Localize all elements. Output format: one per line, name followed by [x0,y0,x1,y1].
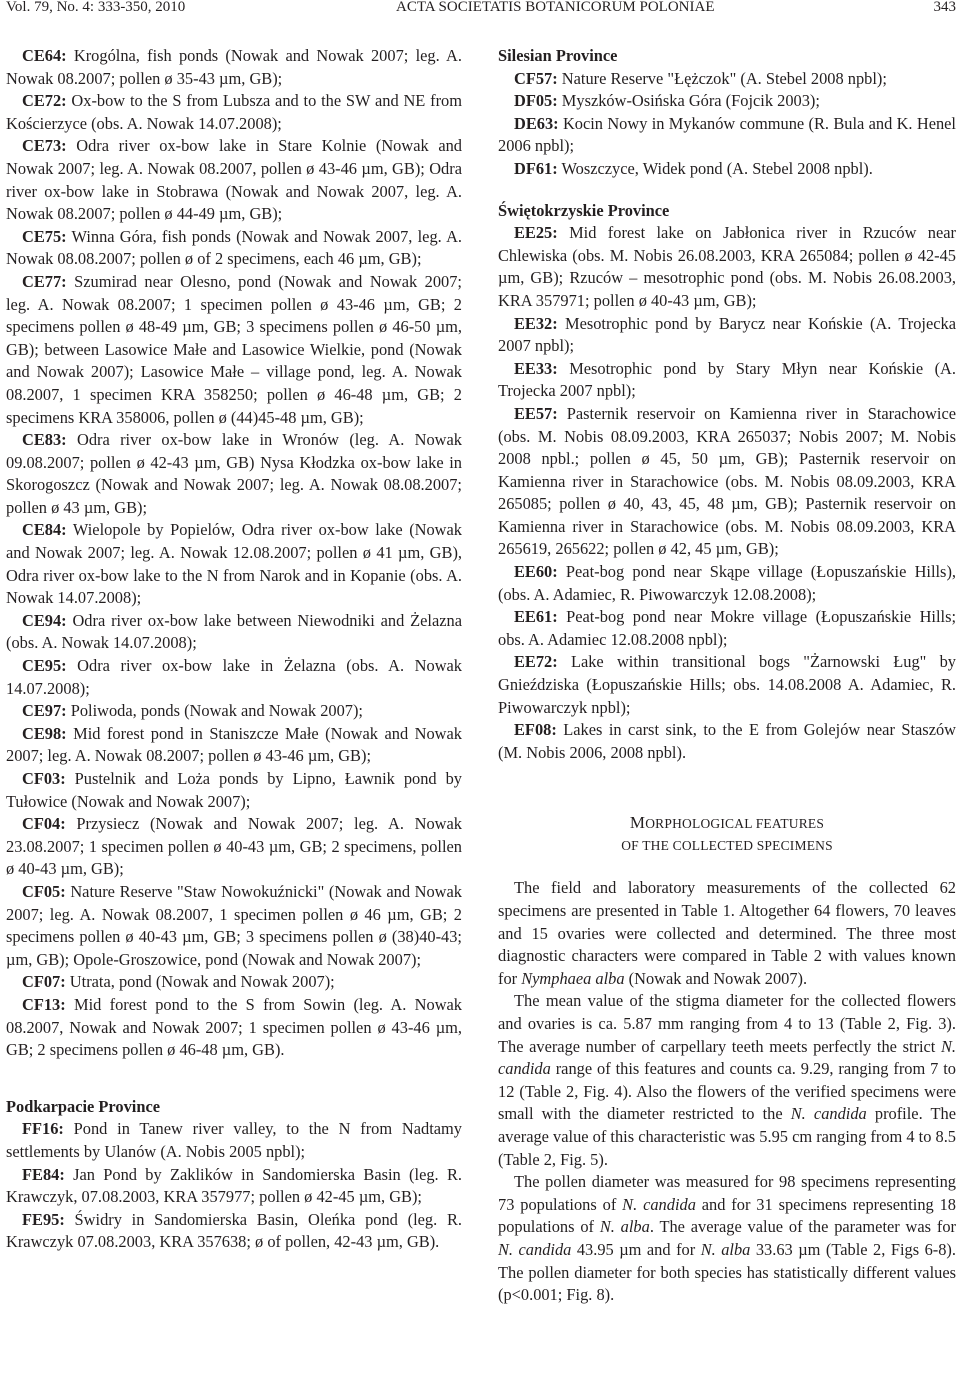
locality-entry [6,1118,462,1163]
grid-square-code: CF13: [22,994,66,1014]
locality-text: Mesotrophic pond by Stary Młyn near Końskie (A. Trojecka 2007 npbl); [498,358,956,401]
silesian-entry-list [498,68,956,181]
locality-text: Pasternik reservoir on Kamienna river in Starachowice (obs. M. Nobis 08.09.2003, KRA 265037; Nobis 2007; M. Nobis 2008 npbl.; pollen ø 45, 50 µm, GB); Pasternik reservoir on Kamienna river in Starachowice (obs. M. Nobis 08.09.2003, KRA 265085; pollen ø 40, 43, 45, 48 µm, GB); Pasternik reservoir on Kamienna river in Starachowice (obs. M. Nobis 08.09.2003, KRA 265619, 265622; pollen ø 42, 45 µm, GB); [498,403,956,559]
section-heading: MORPHOLOGICAL FEATURES [629,813,825,833]
grid-square-code: EE61: [514,607,558,627]
locality-text: Peat-bog pond near Skąpe village (Łopuszańskie Hills), (obs. A. Adamiec, R. Piwowarczyk 12.08.2008); [498,562,956,604]
grid-square-code: FE95: [22,1209,65,1229]
province-title-swietokrzyskie: Świętokrzyskie Province [498,200,670,220]
swietokrzyskie-entry-list [498,222,956,764]
locality-entry [6,226,462,271]
locality-text: Wielopole by Popielów, Odra river ox-bow lake (Nowak and Nowak 2007; leg. A. Nowak 12.08.2007; pollen ø 41 µm, GB), Odra river ox-bow lake to the N from Narok and in Kopanie (obs. A. Nowak 14.07.2008); [6,520,462,608]
locality-entry [498,719,956,764]
province-title-silesian: Silesian Province [498,46,618,65]
locality-text: Odra river ox-bow lake in Wronów (leg. A. Nowak 09.08.2007; pollen ø 42-43 µm, GB) Nysa Kłodzka ox-bow lake in Skorogoszcz (Nowak and Nowak 2007; leg. A. Nowak 08.08.2007; pollen ø 43 µm, GB); [6,430,462,517]
locality-text: Winna Góra, fish ponds (Nowak and Nowak 2007, leg. A. Nowak 08.08.2007; pollen ø of 2 specimens, each 46 µm, GB); [6,226,462,269]
locality-entry [6,1164,462,1209]
locality-entry [498,358,956,403]
locality-text: Nature Reserve "Łężczok" (A. Stebel 2008 npbl); [557,68,887,88]
locality-entry [6,655,462,700]
locality-entry [6,271,462,429]
locality-text: Przysiecz (Nowak and Nowak 2007; leg. A. Nowak 23.08.2007; 1 specimen pollen ø 40-43 µm, GB; 2 specimens, pollen ø 40-43 µm, GB); [6,814,462,879]
locality-entry [6,135,462,225]
locality-text: Mesotrophic pond by Barycz near Końskie (A. Trojecka 2007 npbl); [498,313,956,356]
grid-square-code: EE60: [514,562,558,582]
locality-text: Poliwoda, ponds (Nowak and Nowak 2007); [66,701,363,721]
grid-square-code: FE84: [22,1164,65,1184]
journal-title: ACTA SOCIETATIS BOTANICORUM POLONIAE [396,0,715,15]
locality-entry [6,700,462,723]
locality-text: Świdry in Sandomierska Basin, Oleńka pond (leg. R. Krawczyk 07.08.2003, KRA 357638; ø of pollen, 42-43 µm, GB). [6,1209,462,1252]
grid-square-code: DE63: [514,113,559,133]
locality-text: Krogólna, fish ponds (Nowak and Nowak 2007; leg. A. Nowak 08.2007; pollen ø 35-43 µm, GB); [6,46,462,88]
locality-entry [498,313,956,358]
grid-square-code: CE98: [22,723,67,743]
locality-entry [6,994,462,1062]
locality-entry [6,1209,462,1254]
locality-entry [6,610,462,655]
locality-entry [6,881,462,971]
grid-square-code: CF04: [22,814,66,834]
grid-square-code: CF07: [22,972,66,992]
paragraph-2: The mean value of the stigma diameter for the collected flowers and ovaries is ca. 5.87 mm ranging from 4 to 13 (Table 2, Fig. 3). The average number of carpellary teeth meets perfectly the strict N. candida range of this features and counts ca. 9.29, ranging from 7 to 12 (Table 2, Fig. 4). Also the flowers of the verified specimens were small with the diameter restricted to the N. candida profile. The average value of this characteristic was 5.95 cm ranging from 4 to 8.5 (Table 2, Fig. 5). [498,991,956,1169]
locality-text: Myszków-Osińska Góra (Fojcik 2003); [557,91,820,111]
locality-text: Szumirad near Olesno, pond (Nowak and Nowak 2007; leg. A. Nowak 08.2007; 1 specimen pollen ø 43-46 µm, GB; 2 specimens pollen ø 48-49 µm, GB; 3 specimens pollen ø 46-50 µm, GB); between Lasowice Małe and Lasowice Wielkie, pond (Nowak and Nowak 2007); Lasowice Małe – village pond, leg. A. Nowak 08.2007, 1 specimen KRA 358250; pollen ø 46-48 µm, GB; 2 specimens KRA 358006, pollen ø (44)45-48 µm, GB); [6,271,462,427]
locality-text: Utrata, pond (Nowak and Nowak 2007); [65,972,335,992]
locality-text: Odra river ox-bow lake in Stare Kolnie (Nowak and Nowak 2007; leg. A. Nowak 08.2007, pollen ø 43-46 µm, GB); Odra river ox-bow lake in Stobrawa (Nowak and Nowak 2007, leg. A. Nowak 08.2007; pollen ø 44-49 µm, GB); [6,136,462,224]
locality-text: Kocin Nowy in Mykanów commune (R. Bula and K. Henel 2006 npbl); [498,113,956,156]
grid-square-code: CF05: [22,881,66,901]
right-column [498,45,956,1307]
grid-square-code: CE83: [22,430,67,450]
grid-square-code: DF05: [514,91,558,111]
locality-entry [498,68,956,91]
section-heading-line2: OF THE COLLECTED SPECIMENS [621,838,833,854]
locality-entry [6,519,462,609]
grid-square-code: CE64: [22,46,67,65]
grid-square-code: CE77: [22,271,67,291]
locality-entry [498,561,956,606]
locality-entry [498,90,956,113]
grid-square-code: EE57: [514,403,558,423]
locality-text: Mid forest pond in Staniszcze Małe (Nowak and Nowak 2007; leg. A. Nowak 08.2007; pollen ø 43-46 µm, GB); [6,723,462,766]
locality-entry [6,723,462,768]
grid-square-code: EE32: [514,313,558,333]
spacer [498,857,956,877]
locality-text: Lake within transitional bogs "Żarnowski Ług" by Gnieździska (Łopuszańskie Hills; obs. 14.08.2008 A. Adamiec, R. Piwowarczyk npbl); [498,652,956,717]
podkarpacie-entry-list [6,1118,462,1254]
locality-text: Odra river ox-bow lake in Żelazna (obs. A. Nowak 14.07.2008); [6,656,462,698]
grid-square-code: EF08: [514,720,557,740]
locality-entry [498,113,956,158]
locality-entry [6,813,462,881]
locality-text: Pond in Tanew river valley, to the N from Nadtamy settlements by Ulanów (A. Nobis 2005 npbl); [6,1119,462,1161]
left-column [6,45,462,1254]
grid-square-code: CE97: [22,701,67,721]
locality-entry [498,651,956,719]
grid-square-code: EE33: [514,358,558,378]
locality-text: Peat-bog pond near Mokre village (Łopuszańskie Hills; obs. A. Adamiec 12.08.2008 npbl); [498,607,956,649]
grid-square-code: CE73: [22,136,67,156]
grid-square-code: CE84: [22,520,67,540]
grid-square-code: CE72: [22,91,67,111]
grid-square-code: CE95: [22,656,67,676]
grid-square-code: CE75: [22,226,67,246]
grid-square-code: EE72: [514,652,558,672]
grid-square-code: DF61: [514,158,558,178]
grid-square-code: CF57: [514,68,558,88]
grid-square-code: EE25: [514,223,558,243]
running-header [6,0,956,26]
locality-text: Jan Pond by Zaklików in Sandomierska Basin (leg. R. Krawczyk, 07.08.2003, KRA 357977; pollen ø 42-45 µm, GB); [6,1164,462,1207]
left-entry-list [6,45,462,1062]
locality-entry [498,222,956,312]
locality-text: Mid forest lake on Jabłonica river in Rzuców near Chlewiska (obs. M. Nobis 26.08.2003, KRA 265084; pollen ø 42-45 µm, GB); Rzuców – mesotrophic pond (obs. M. Nobis 26.08.2003, KRA 357971; pollen ø 40-43 µm, GB); [498,223,956,310]
page-number: 343 [933,0,956,15]
locality-entry [6,768,462,813]
locality-text: Lakes in carst sink, to the E from Golejów near Staszów (M. Nobis 2006, 2008 npbl). [498,720,956,762]
locality-entry [498,606,956,651]
locality-text: Woszczyce, Widek pond (A. Stebel 2008 npbl). [557,158,873,178]
paragraph-3: The pollen diameter was measured for 98 specimens representing 73 populations of N. candida and for 31 specimens representing 18 populations of N. alba. The average value of the parameter was for N. candida 43.95 µm and for N. alba 33.63 µm (Table 2, Figs 6-8). The pollen diameter for both species has statistically different values (p<0.001; Fig. 8). [498,1172,956,1305]
locality-entry [6,971,462,994]
grid-square-code: CE94: [22,610,67,630]
locality-text: Ox-bow to the S from Lubsza and to the SW and NE from Kościerzyce (obs. A. Nowak 14.07.2008); [6,91,462,133]
spacer [498,764,956,812]
province-title-podkarpacie: Podkarpacie Province [6,1096,161,1116]
grid-square-code: CF03: [22,769,66,788]
locality-entry [6,45,462,90]
spacer [498,181,956,200]
locality-entry [498,403,956,561]
locality-text: Mid forest pond to the S from Sowin (leg. A. Nowak 08.2007, Nowak and Nowak 2007; 1 specimen pollen ø 43-46 µm, GB; 2 specimens pollen ø 46-48 µm, GB). [6,994,462,1060]
locality-entry [6,429,462,519]
locality-entry [498,158,956,181]
paragraph-1: The field and laboratory measurements of the collected 62 specimens are presented in Table 1. Altogether 64 flowers, 70 leaves and 15 ovaries were collected and determined. The three most diagnostic characters were compared in Table 2 with values known for Nymphaea alba (Nowak and Nowak 2007). [498,878,956,988]
journal-volume: Vol. 79, No. 4: 333-350, 2010 [6,0,186,15]
grid-square-code: FF16: [22,1119,64,1139]
locality-entry [6,90,462,135]
spacer [6,1062,462,1096]
locality-text: Pustelnik and Loża ponds by Lipno, Ławnik pond by Tułowice (Nowak and Nowak 2007); [6,769,462,811]
locality-text: Odra river ox-bow lake between Niewodniki and Żelazna (obs. A. Nowak 14.07.2008); [6,610,462,653]
locality-text: Nature Reserve "Staw Nowokuźnicki" (Nowak and Nowak 2007; leg. A. Nowak 08.2007, 1 specimen pollen ø 46 µm, GB; 2 specimens pollen ø 40-43 µm, GB; 3 specimens pollen ø (38)40-43; µm, GB); Opole-Groszowice, pond (Nowak and Nowak 2007); [6,881,462,969]
